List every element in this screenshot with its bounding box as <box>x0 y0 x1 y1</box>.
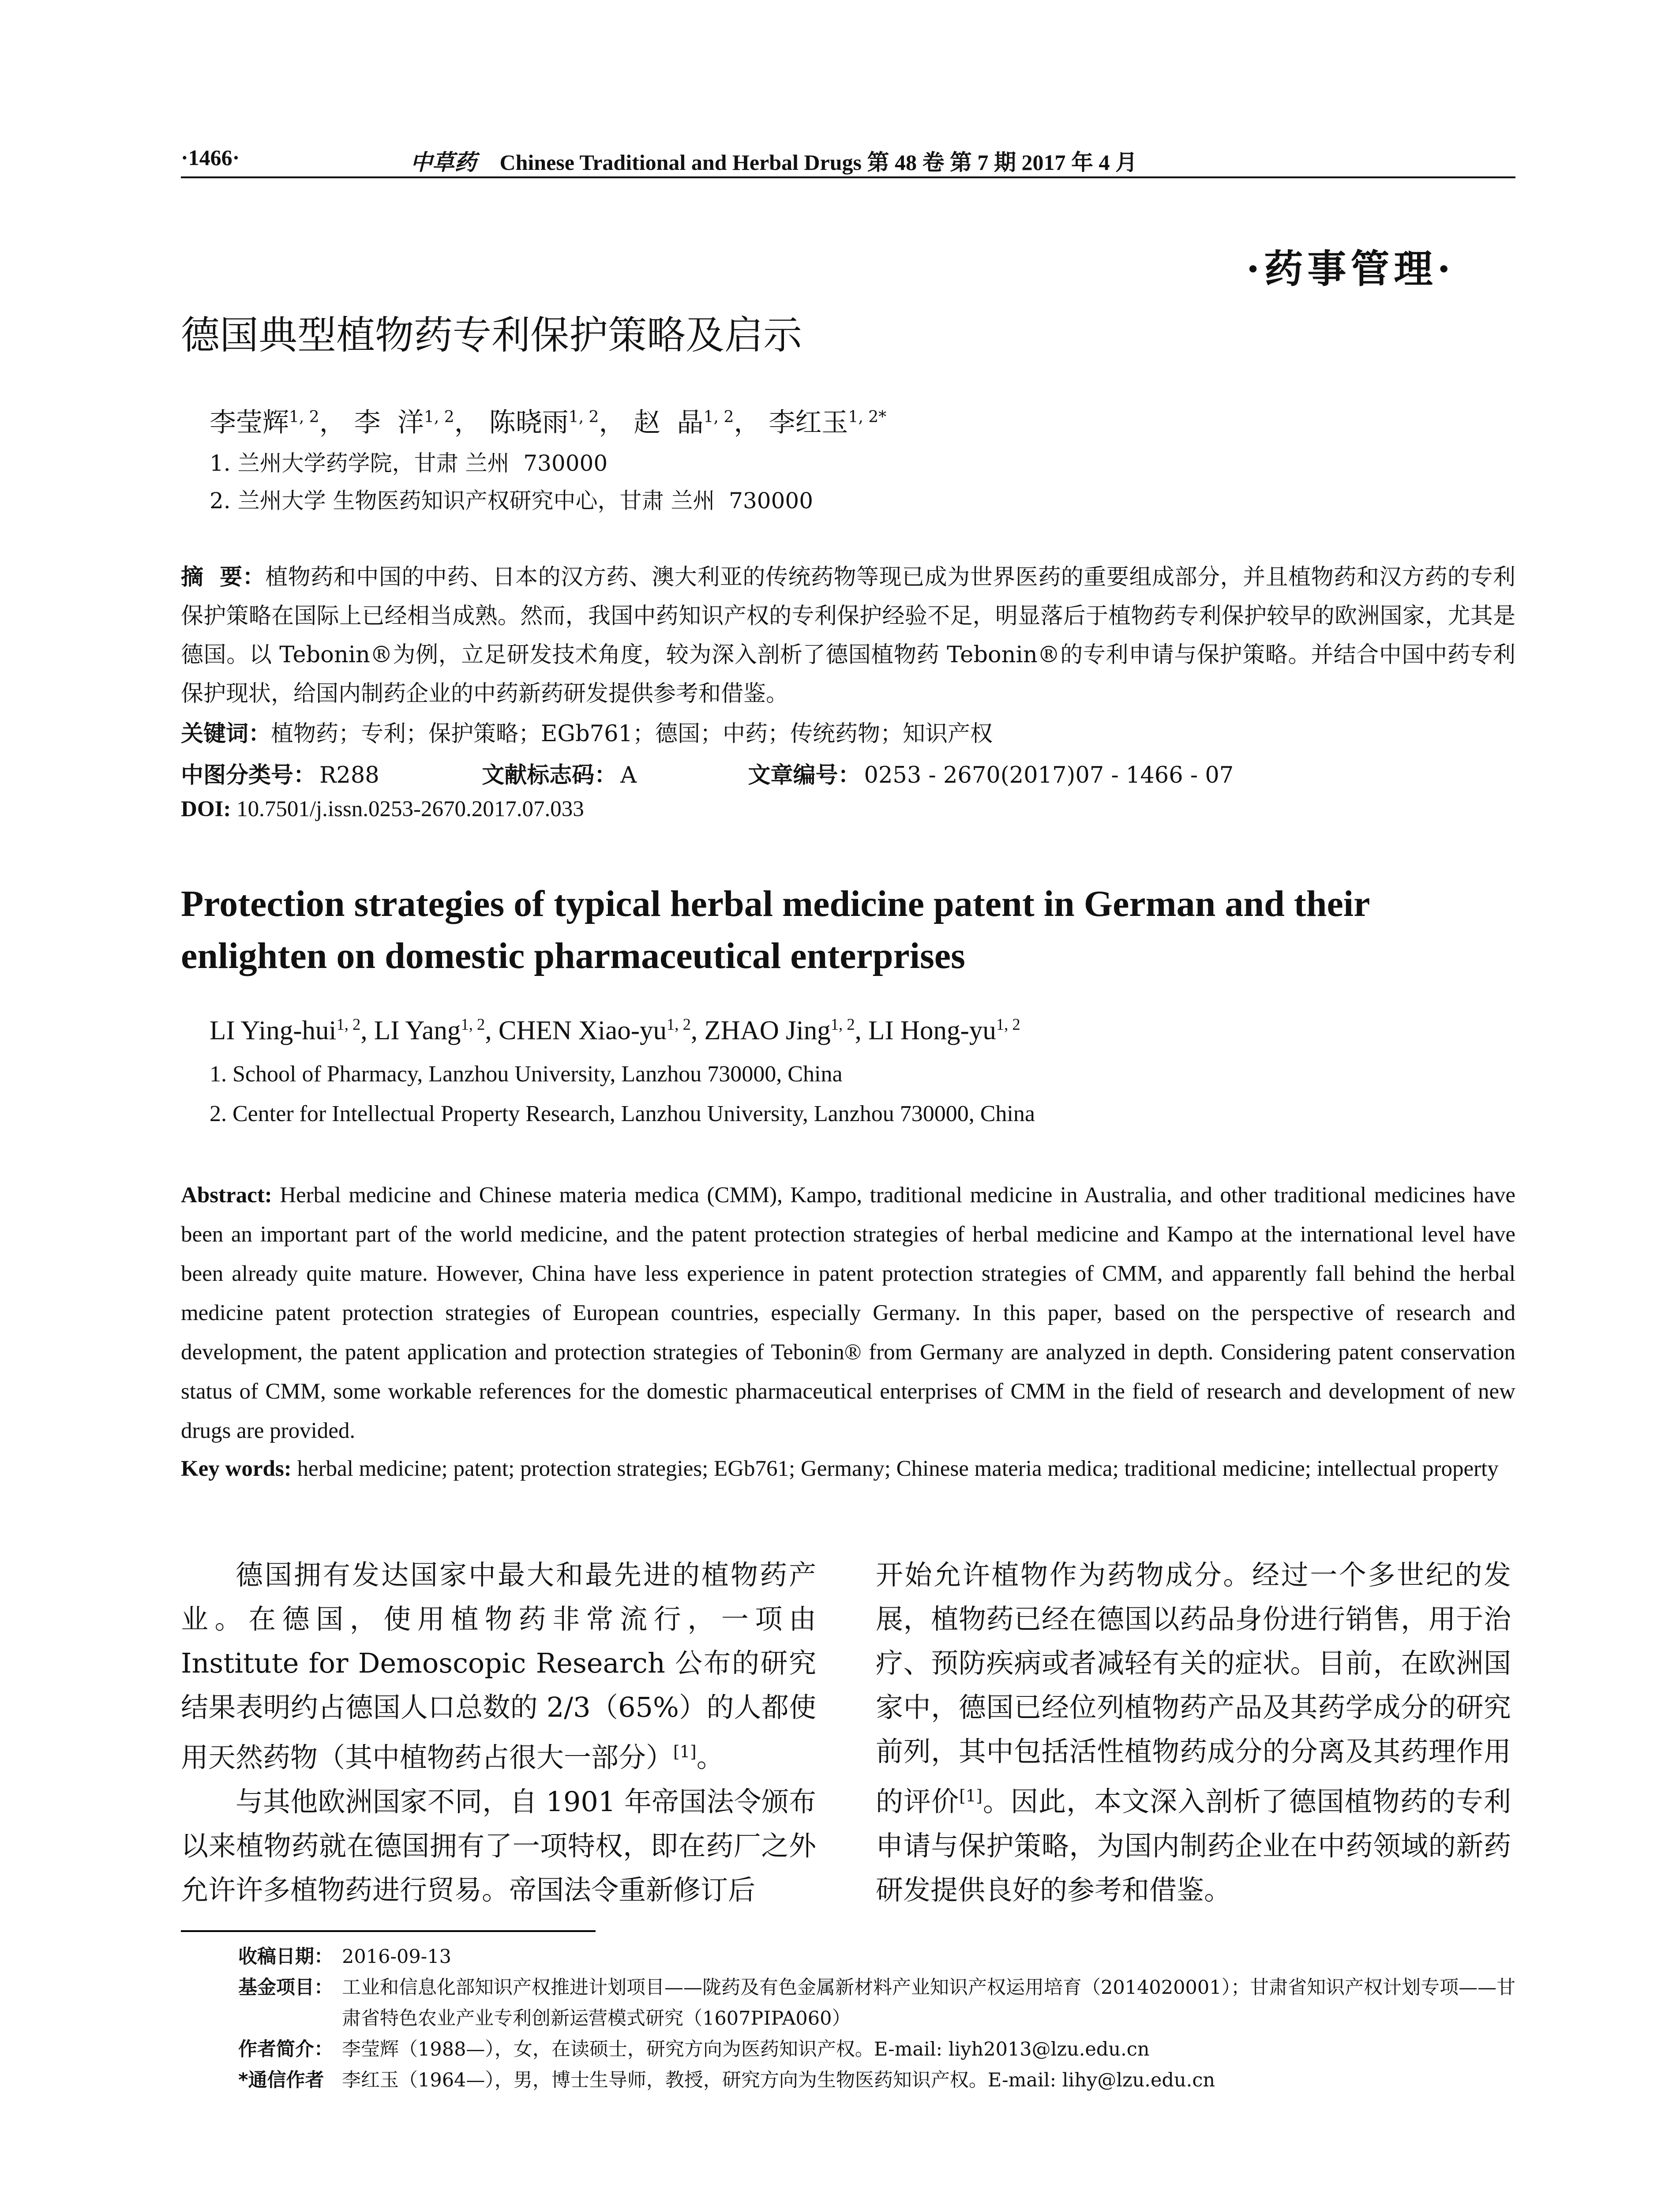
keywords-cn-label: 关键词： <box>181 721 271 747</box>
title-cn: 德国典型植物药专利保护策略及启示 <box>181 312 802 358</box>
body-text: 。 <box>696 1741 724 1774</box>
author-affil-sup: 1, 2 <box>424 408 454 426</box>
body-paragraph: 与其他欧洲国家不同，自 1901 年帝国法令颁布以来植物药就在德国拥有了一项特权，即在药厂之外允许许多植物药进行贸易。帝国法令重新修订后 <box>181 1785 816 1906</box>
footnote-text: 2016-09-13 <box>342 1946 451 1968</box>
footnote-text: 工业和信息化部知识产权推进计划项目——陇药及有色金属新材料产业知识产权运用培育（2014020001）；甘肃省知识产权计划专项——甘肃省特色农业产业专利创新运营模式研究（1607PIPA060） <box>342 1977 1516 2030</box>
footnote-rule <box>181 1930 596 1932</box>
clc-value: R288 <box>319 762 379 788</box>
abstract-cn <box>181 558 1515 713</box>
author-affil-sup: 1, 2* <box>848 408 887 426</box>
author-en: LI Yang <box>374 1016 461 1046</box>
abstract-en-label: Abstract: <box>181 1183 272 1208</box>
keywords-cn-text: 植物药；专利；保护策略；EGb761；德国；中药；传统药物；知识产权 <box>271 721 993 747</box>
footnote-text: 李莹辉（1988—），女，在读硕士，研究方向为医药知识产权。E-mail: liyh2013@lzu.edu.cn <box>342 2038 1150 2060</box>
journal-info: Chinese Traditional and Herbal Drugs 第 48 卷 第 7 期 2017 年 4 月 <box>499 150 1137 175</box>
author-cn: 李 洋 <box>354 407 424 438</box>
citation-ref[interactable]: [1] <box>959 1786 982 1805</box>
author-affil-sup: 1, 2 <box>568 408 599 426</box>
classification-line <box>181 757 1234 789</box>
footnote-corresponding <box>238 2065 1518 2096</box>
citation-ref[interactable]: [1] <box>673 1742 697 1761</box>
running-header <box>181 140 1515 176</box>
keywords-en-text: herbal medicine; patent; protection strategies; EGb761; Germany; Chinese materia medica; traditional medicine; intellectual property <box>297 1456 1499 1481</box>
footnote-label: 收稿日期： <box>238 1946 333 1968</box>
footnote-label: *通信作者 <box>238 2069 324 2091</box>
authors-en: LI Ying-hui$^{1, 2}$, LI Yang$^{1, 2}$, CHEN Xiao-yu$^{1, 2}$, ZHAO Jing$^{1, 2}$, LI Hong-yu$^{1, 2}$ <box>210 1015 1020 1046</box>
author-en: ZHAO Jing <box>704 1016 831 1046</box>
author-en: LI Hong-yu <box>868 1016 996 1046</box>
author-affil-sup: 1, 2 <box>996 1015 1020 1033</box>
doc-code-value: A <box>620 762 637 788</box>
footnote-label: 作者简介： <box>238 2038 333 2060</box>
body-text: 德国拥有发达国家中最大和最先进的植物药产业。在德国，使用植物药非常流行，一项由 Institute for Demoscopic Research 公布的研究结果表明约占德国人口总数的 2/3（65%）的人都使用天然药物（其中植物药占很大一部分） <box>181 1559 816 1774</box>
clc-label: 中图分类号： <box>181 762 316 788</box>
body-column-right <box>876 1553 1511 1912</box>
footnote-text: 李红玉（1964—），男，博士生导师，教授，研究方向为生物医药知识产权。E-mail: lihy@lzu.edu.cn <box>342 2069 1215 2091</box>
body-paragraph <box>181 1553 816 1780</box>
header-rule <box>181 176 1515 178</box>
doc-code-label: 文献标志码： <box>482 762 617 788</box>
author-affil-sup: 1, 2 <box>461 1015 485 1033</box>
article-no-label: 文章编号： <box>748 762 861 788</box>
doi-line <box>181 796 584 822</box>
title-en: Protection strategies of typical herbal medicine patent in German and their enlighten on domestic pharmaceutical enterprises <box>181 883 1369 976</box>
article-no-value: 0253 - 2670(2017)07 - 1466 - 07 <box>864 762 1234 788</box>
author-cn: 李红玉 <box>769 407 848 438</box>
abstract-cn-label: 摘 要： <box>181 564 266 590</box>
abstract-cn-text: 植物药和中国的中药、日本的汉方药、澳大利亚的传统药物等现已成为世界医药的重要组成部分，并且植物药和汉方药的专利保护策略在国际上已经相当成熟。然而，我国中药知识产权的专利保护经验不足，明显落后于植物药专利保护较早的欧洲国家，尤其是德国。以 Tebonin®为例，立足研发技术角度，较为深入剖析了德国植物药 Tebonin®的专利申请与保护策略。并结合中国中药专利保护现状，给国内制药企业的中药新药研发提供参考和借鉴。 <box>181 564 1515 707</box>
journal-header <box>410 145 1137 176</box>
author-en: LI Ying-hui <box>210 1016 337 1046</box>
author-affil-sup: 1, 2 <box>830 1015 855 1033</box>
author-affil-sup: 1, 2 <box>667 1015 691 1033</box>
author-affil-sup: 1, 2 <box>703 408 734 426</box>
author-affil-sup: 1, 2 <box>289 408 319 426</box>
body-paragraph <box>876 1553 1511 1912</box>
page-number: ·1466· <box>181 145 240 170</box>
footnote-received <box>238 1941 1518 1972</box>
author-affil-sup: 1, 2 <box>336 1015 361 1033</box>
author-cn: 赵 晶 <box>634 407 704 438</box>
affiliation-cn: 1. 兰州大学药学院，甘肃 兰州 730000 <box>210 450 608 476</box>
doi-value[interactable]: 10.7501/j.issn.0253-2670.2017.07.033 <box>236 797 584 822</box>
authors-cn: 李莹辉$^{1, 2}$， 李 洋$^{1, 2}$， 陈晓雨$^{1, 2}$， 赵 晶$^{1, 2}$， 李红玉$^{1, 2*}$ <box>210 407 887 438</box>
footnotes <box>238 1941 1518 2096</box>
doi-label: DOI: <box>181 797 231 822</box>
author-cn: 陈晓雨 <box>489 407 569 438</box>
body-text: 。因此，本文深入剖析了德国植物药的专利申请与保护策略，为国内制药企业在中药领域的新药研发提供良好的参考和借鉴。 <box>876 1785 1511 1906</box>
body-text: 开始允许植物作为药物成分。经过一个多世纪的发展，植物药已经在德国以药品身份进行销售，用于治疗、预防疾病或者减轻有关的症状。目前，在欧洲国家中，德国已经位列植物药产品及其药学成分的研究前列，其中包括活性植物药成分的分离及其药理作用的评价 <box>876 1559 1511 1818</box>
affiliation-en: 1. School of Pharmacy, Lanzhou University, Lanzhou 730000, China <box>210 1062 843 1087</box>
footnote-label: 基金项目： <box>238 1977 333 1999</box>
abstract-en <box>181 1176 1515 1451</box>
author-cn: 李莹辉 <box>210 407 289 438</box>
keywords-en-label: Key words: <box>181 1456 292 1481</box>
footnote-author-bio <box>238 2034 1518 2065</box>
footnote-funding <box>238 1972 1518 2034</box>
keywords-en <box>181 1449 1515 1489</box>
journal-name-cn: 中草药 <box>410 150 476 175</box>
section-tag: ·药事管理· <box>1246 246 1455 292</box>
keywords-cn <box>181 715 1515 754</box>
body-column-left <box>181 1553 816 1912</box>
affiliation-en: 2. Center for Intellectual Property Research, Lanzhou University, Lanzhou 730000, China <box>210 1101 1035 1126</box>
affiliation-cn: 2. 兰州大学 生物医药知识产权研究中心，甘肃 兰州 730000 <box>210 488 814 514</box>
abstract-en-text: Herbal medicine and Chinese materia medica (CMM), Kampo, traditional medicine in Australia, and other traditional medicines have been an important part of the world medicine, and the patent protection strategies of herbal medicine and Kampo at the international level have been already quite mature. However, China have less experience in patent protection strategies of CMM, and apparently fall behind the herbal medicine patent protection strategies of European countries, especially Germany. In this paper, based on the perspective of research and development, the patent application and protection strategies of Tebonin® from Germany are analyzed in depth. Considering patent conservation status of CMM, some workable references for the domestic pharmaceutical enterprises of CMM in the field of research and development of new drugs are provided. <box>181 1183 1515 1443</box>
author-en: CHEN Xiao-yu <box>498 1016 667 1046</box>
